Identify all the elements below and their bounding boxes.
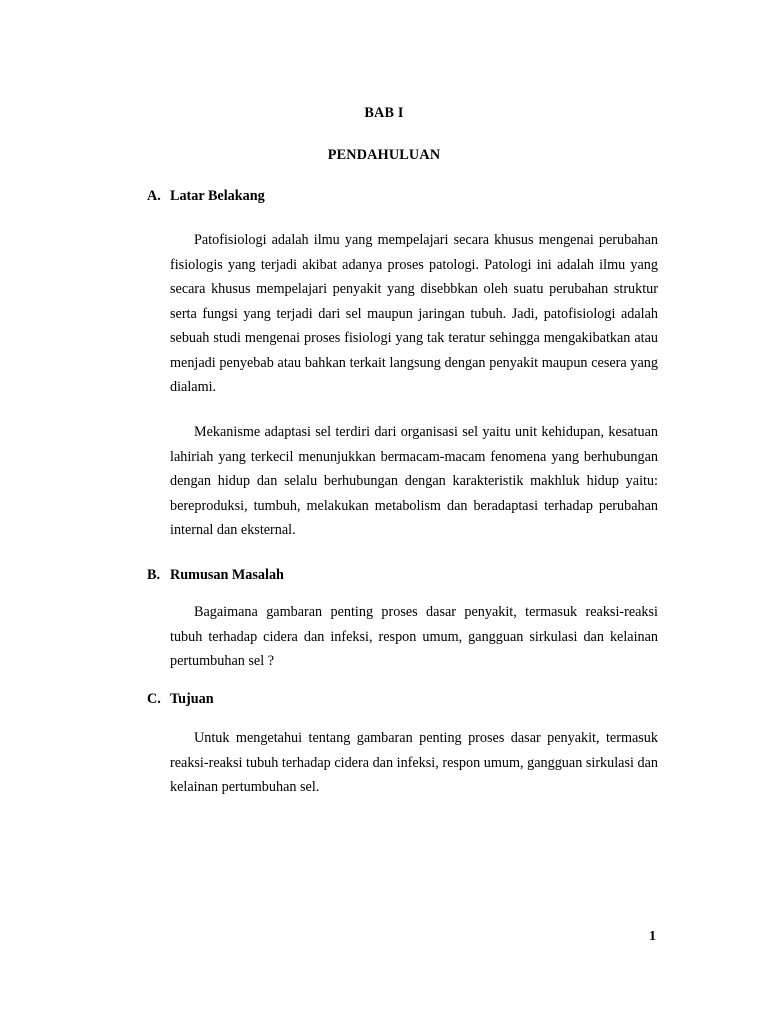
- section-letter: C.: [147, 691, 161, 707]
- section-heading-b: [147, 567, 284, 584]
- paragraph: Bagaimana gambaran penting proses dasar penyakit, termasuk reaksi-reaksi tubuh terhadap cidera dan infeksi, respon umum, gangguan sirkulasi dan kelainan pertumbuhan sel ?: [170, 604, 658, 669]
- paragraph: Untuk mengetahui tentang gambaran penting proses dasar penyakit, termasuk reaksi-reaksi tubuh terhadap cidera dan infeksi, respon umum, gangguan sirkulasi dan kelainan pertumbuhan sel.: [170, 730, 658, 795]
- page-number: 1: [649, 929, 656, 944]
- chapter-label: BAB I: [364, 105, 404, 121]
- section-heading-a: [147, 188, 265, 205]
- paragraph: Patofisiologi adalah ilmu yang mempelajari secara khusus mengenai perubahan fisiologis yang terjadi akibat adanya proses patologi. Patologi ini adalah ilmu yang secara khusus mempelajari penyakit yang disebbkan oleh suatu perubahan struktur serta fungsi yang terjadi dari sel maupun jaringan tubuh. Jadi, patofisiologi adalah sebuah studi mengenai proses fisiologi yang tak teratur sehingga mengakibatkan atau menjadi penyebab atau bahkan terkait langsung dengan penyakit maupun cesera yang dialami.: [170, 232, 658, 395]
- paragraph: Mekanisme adaptasi sel terdiri dari organisasi sel yaitu unit kehidupan, kesatuan lahiriah yang terkecil menunjukkan bermacam-macam fenomena yang berhubungan dengan hidup dan selalu berhubungan dengan karakteristik makhluk hidup yaitu: bereproduksi, tumbuh, melakukan metabolism dan beradaptasi terhadap perubahan internal dan eksternal.: [170, 424, 658, 538]
- chapter-title: PENDAHULUAN: [327, 147, 441, 163]
- section-title: Tujuan: [170, 691, 214, 707]
- section-title: Latar Belakang: [170, 188, 265, 204]
- section-letter: A.: [147, 188, 161, 204]
- section-title: Rumusan Masalah: [170, 567, 284, 583]
- section-letter: B.: [147, 567, 161, 583]
- section-heading-c: [147, 691, 214, 708]
